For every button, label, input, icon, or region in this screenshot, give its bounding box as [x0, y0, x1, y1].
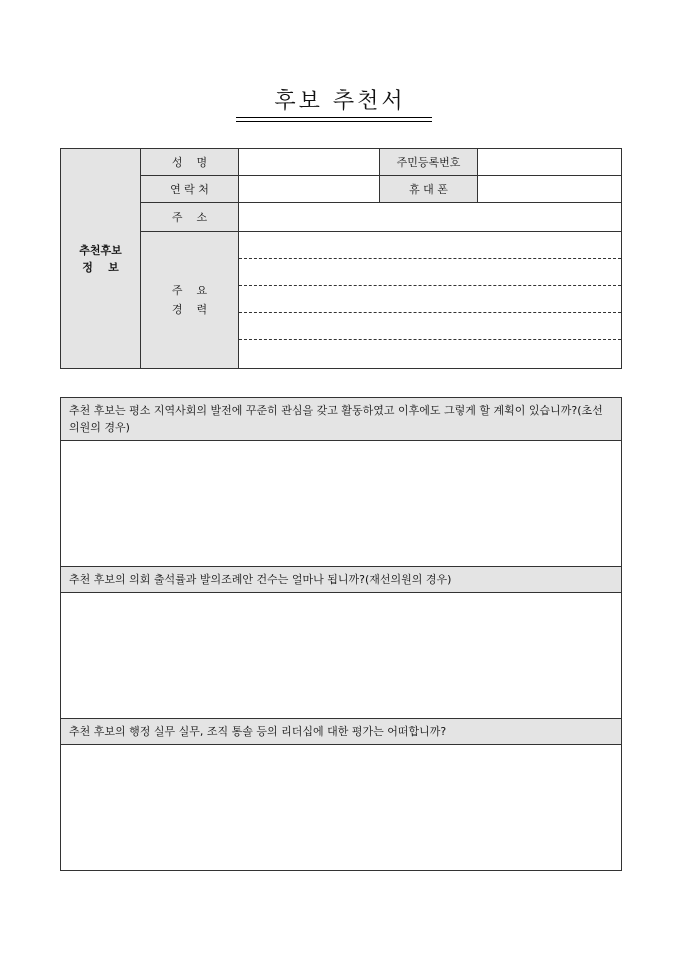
mobile-label-cell [380, 176, 478, 203]
address-label-cell [141, 203, 239, 232]
career-label-cell [141, 232, 239, 369]
name-label: 성 명 [171, 156, 208, 169]
contact-label: 연 락 처 [170, 183, 209, 196]
name-field[interactable] [239, 149, 380, 176]
title-underline-top [236, 117, 432, 118]
address-field[interactable] [239, 203, 622, 232]
answer-2-field[interactable] [61, 593, 622, 719]
name-label-cell [141, 149, 239, 176]
answer-1-field[interactable] [61, 441, 622, 567]
title-underline-bottom [236, 121, 432, 122]
question-2 [61, 567, 622, 593]
question-3 [61, 719, 622, 745]
career-field[interactable] [239, 232, 622, 369]
category-label: 추천후보 정 보 [79, 243, 122, 274]
mobile-label: 휴 대 폰 [409, 183, 448, 196]
rrn-field[interactable] [478, 149, 622, 176]
question-2-text: 추천 후보의 의회 출석률과 발의조례안 건수는 얼마나 됩니까?(재선의원의 경우) [69, 573, 452, 586]
answer-3-field[interactable] [61, 745, 622, 871]
contact-field[interactable] [239, 176, 380, 203]
career-line[interactable] [239, 340, 621, 367]
career-line[interactable] [239, 259, 621, 286]
career-line[interactable] [239, 286, 621, 313]
address-label: 주 소 [171, 211, 208, 224]
contact-label-cell [141, 176, 239, 203]
document-title: 후보 추천서 [274, 89, 406, 114]
questions-table [60, 397, 622, 871]
question-1 [61, 398, 622, 441]
rrn-label-cell [380, 149, 478, 176]
candidate-info-category [61, 149, 141, 369]
question-3-text: 추천 후보의 행정 실무 실무, 조직 통솔 등의 리더십에 대한 평가는 어떠합니까? [69, 725, 447, 738]
candidate-info-table [60, 148, 622, 369]
rrn-label: 주민등록번호 [396, 156, 461, 169]
career-label: 주 요 경 력 [171, 284, 208, 316]
question-1-text: 추천 후보는 평소 지역사회의 발전에 꾸준히 관심을 갖고 활동하였고 이후에도 그렇게 할 계획이 있습니까?(초선의원의 경우) [69, 404, 603, 434]
career-line[interactable] [239, 313, 621, 340]
mobile-field[interactable] [478, 176, 622, 203]
career-line[interactable] [239, 232, 621, 259]
